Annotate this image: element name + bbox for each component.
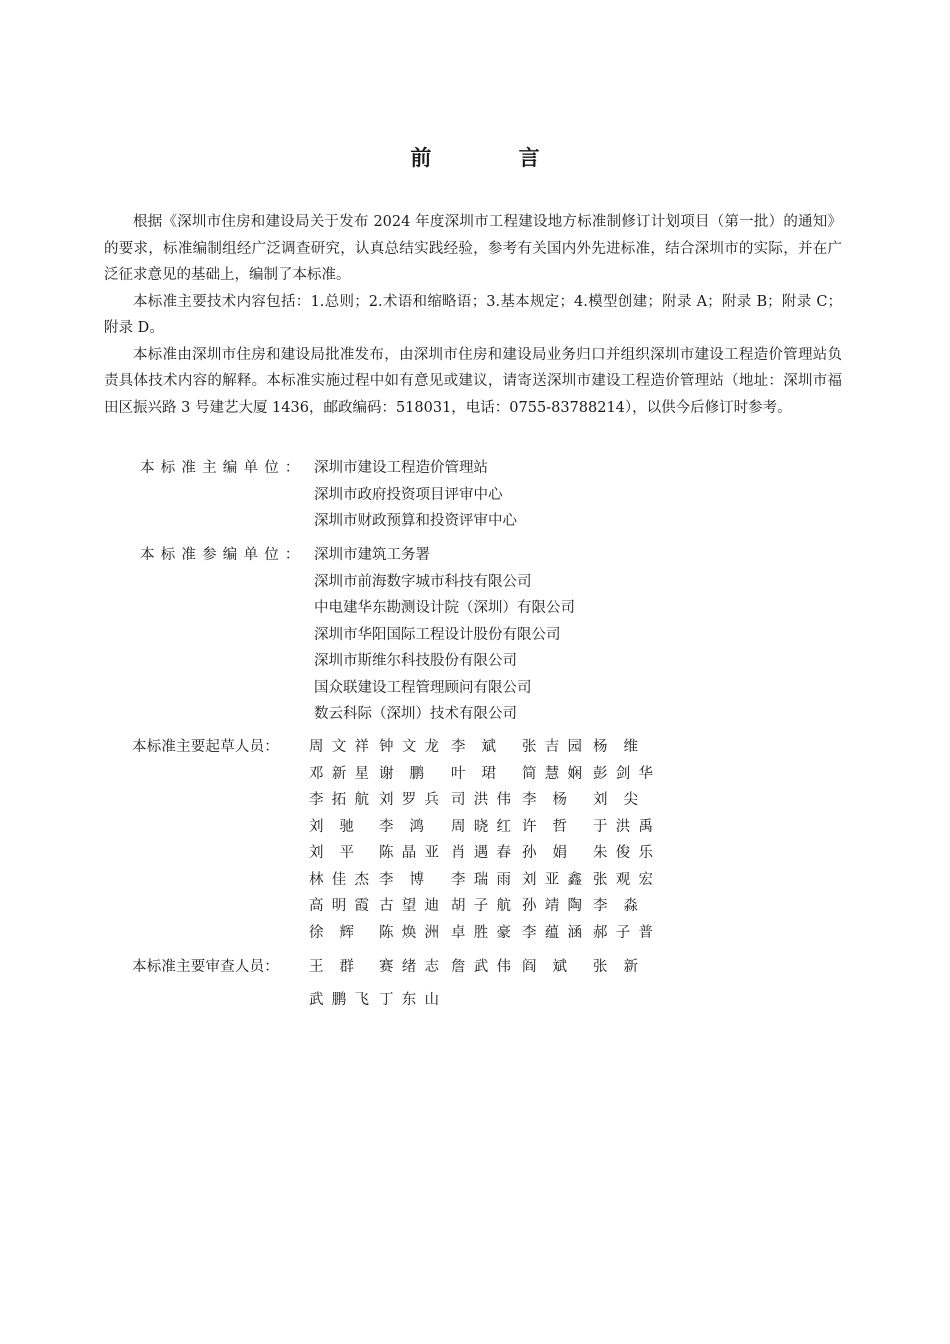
drafter-name: 李鸿 <box>379 818 424 835</box>
drafter-name: 张吉园 <box>522 739 582 755</box>
reviewer-name: 武鹏飞 <box>309 991 369 1008</box>
participating-unit: 深圳市建筑工务署 <box>314 547 430 563</box>
drafter-name: 郝子普 <box>593 924 653 941</box>
drafter-name: 李拓航 <box>309 792 369 808</box>
drafter-name: 邓新星 <box>309 765 369 782</box>
intro-paragraph: 本标准由深圳市住房和建设局批准发布，由深圳市住房和建设局业务归口并组织深圳市建设工程造价管理站负责具体技术内容的解释。本标准实施过程中如有意见或建议，请寄送深圳市建设工程造价管理站（地址：深圳市福田区振兴路 3 号建艺大厦 1436，邮政编码：518031，电话：0755-83788214），以供今后修订时参考。 <box>104 346 842 416</box>
drafter-name: 谢鹏 <box>379 765 424 782</box>
drafter-name: 陈晶亚 <box>379 845 439 861</box>
intro-paragraph: 根据《深圳市住房和建设局关于发布 2024 年度深圳市工程建设地方标准制修订计划项目（第一批）的通知》的要求，标准编制组经广泛调查研究，认真总结实践经验，参考有关国内外先进标准，结合深圳市的实际，并在广泛征求意见的基础上，编制了本标准。 <box>104 214 842 283</box>
reviewer-name: 丁东山 <box>379 991 439 1008</box>
drafter-name: 张观宏 <box>593 871 653 888</box>
reviewers-label: 本标准主要审查人员： <box>132 959 279 975</box>
drafter-name: 高明霞 <box>309 898 369 914</box>
drafter-name: 彭剑华 <box>593 765 653 782</box>
drafter-name: 周晓红 <box>451 818 511 835</box>
participating-unit: 深圳市华阳国际工程设计股份有限公司 <box>314 626 561 643</box>
drafter-name: 肖遇春 <box>451 845 511 861</box>
drafter-name: 李斌 <box>451 739 496 755</box>
drafter-name: 李瑞雨 <box>451 871 511 888</box>
drafter-name: 朱俊乐 <box>593 845 653 861</box>
participating-editor-label: 本标准参编单位： <box>140 547 306 563</box>
participating-unit: 中电建华东勘测设计院（深圳）有限公司 <box>314 600 575 616</box>
drafter-name: 林佳杰 <box>309 871 369 888</box>
drafter-name: 许哲 <box>522 818 567 835</box>
drafter-name: 司洪伟 <box>451 792 511 808</box>
drafter-name: 李蕴涵 <box>522 924 582 941</box>
participating-unit: 深圳市前海数字城市科技有限公司 <box>314 573 532 590</box>
drafter-name: 刘尖 <box>593 792 638 808</box>
drafter-name: 于洪禹 <box>593 818 653 835</box>
intro-text <box>104 209 842 421</box>
drafters-section <box>104 734 864 946</box>
reviewer-name: 赛绪志 <box>379 959 439 975</box>
drafter-name: 周文祥 <box>309 739 369 755</box>
participating-unit: 深圳市斯维尔科技股份有限公司 <box>314 653 517 669</box>
page-title: 前 言 <box>410 146 580 170</box>
chief-editor-unit: 深圳市政府投资项目评审中心 <box>314 486 503 503</box>
drafter-name: 孙靖陶 <box>522 898 582 914</box>
drafter-name: 叶珺 <box>451 765 496 782</box>
drafter-name: 刘罗兵 <box>379 792 439 808</box>
chief-editor-label: 本标准主编单位： <box>140 460 306 476</box>
drafter-name: 徐辉 <box>309 924 354 941</box>
reviewer-name: 詹武伟 <box>451 959 511 975</box>
drafter-name: 李博 <box>379 871 424 888</box>
reviewers-section <box>104 954 864 1013</box>
chief-editor-section <box>104 455 864 535</box>
participating-editor-section <box>104 542 864 728</box>
drafter-name: 刘平 <box>309 845 354 861</box>
drafters-label: 本标准主要起草人员： <box>132 739 279 755</box>
chief-editor-unit: 深圳市财政预算和投资评审中心 <box>314 513 517 529</box>
intro-paragraph: 本标准主要技术内容包括：1.总则；2.术语和缩略语；3.基本规定；4.模型创建；附录 A；附录 B；附录 C；附录 D。 <box>104 293 842 336</box>
drafter-name: 卓胜豪 <box>451 924 511 941</box>
drafter-name: 李杨 <box>522 792 567 808</box>
participating-unit: 国众联建设工程管理顾问有限公司 <box>314 679 532 696</box>
drafter-name: 刘驰 <box>309 818 354 835</box>
drafter-name: 简慧娴 <box>522 765 582 782</box>
reviewer-name: 张新 <box>593 959 638 975</box>
drafter-name: 古望迪 <box>379 898 439 914</box>
drafter-name: 陈焕洲 <box>379 924 439 941</box>
drafter-name: 胡子航 <box>451 898 511 914</box>
reviewer-name: 王群 <box>309 959 354 975</box>
participating-unit: 数云科际（深圳）技术有限公司 <box>314 706 517 722</box>
drafter-name: 杨维 <box>593 739 638 755</box>
reviewer-name: 阎斌 <box>522 959 567 975</box>
chief-editor-unit: 深圳市建设工程造价管理站 <box>314 460 488 476</box>
drafter-name: 钟文龙 <box>379 739 439 755</box>
drafter-name: 孙娟 <box>522 845 567 861</box>
drafter-name: 李淼 <box>593 898 638 914</box>
drafter-name: 刘亚鑫 <box>522 871 582 888</box>
